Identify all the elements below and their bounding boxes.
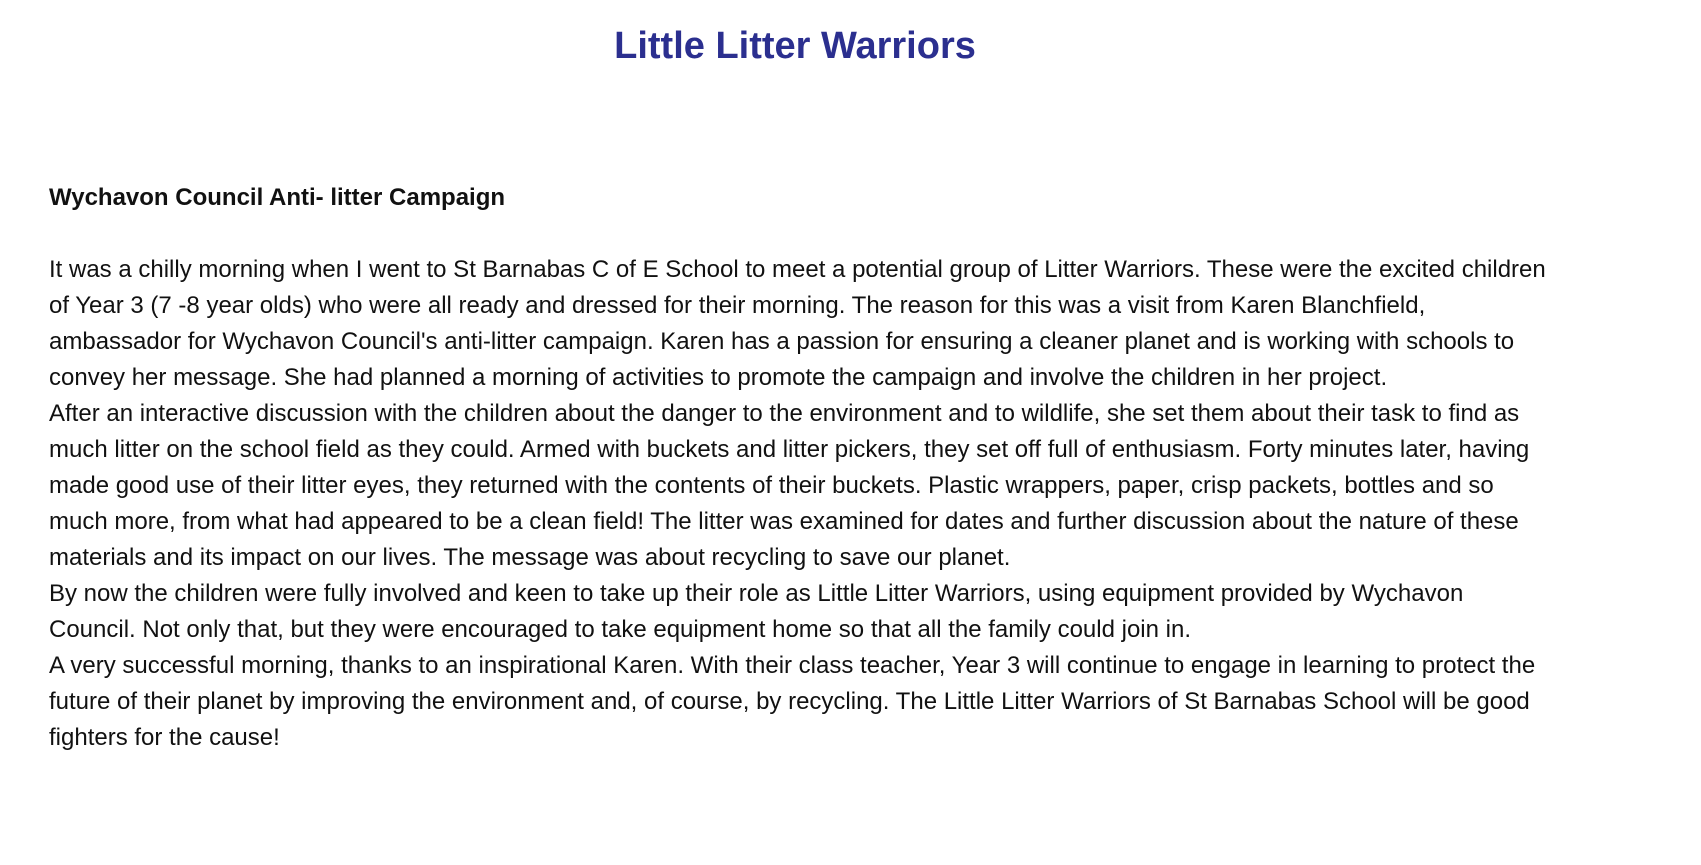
article-paragraph-1: It was a chilly morning when I went to St Barnabas C of E School to meet a potential group of Litter Warriors. These were the excited children of Year 3 (7 -8 year olds) who were all ready and dressed for their morning. The reason for this was a visit from Karen Blanchfield, ambassador for Wychavon Council's anti-litter campaign. Karen has a passion for ensuring a cleaner planet and is working with schools to convey her message. She had planned a morning of activities to promote the campaign and involve the children in her project. [49, 256, 1546, 391]
article-body [49, 252, 1547, 756]
article-paragraph-4: A very successful morning, thanks to an inspirational Karen. With their class teacher, Year 3 will continue to engage in learning to protect the future of their planet by improving the environment and, of course, by recycling. The Little Litter Warriors of St Barnabas School will be good fighters for the cause! [49, 652, 1536, 751]
page-title: Little Litter Warriors [614, 25, 976, 67]
article-paragraph-2: After an interactive discussion with the children about the danger to the environment and to wildlife, she set them about their task to find as much litter on the school field as they could. Armed with buckets and litter pickers, they set off full of enthusiasm. Forty minutes later, having made good use of their litter eyes, they returned with the contents of their buckets. Plastic wrappers, paper, crisp packets, bottles and so much more, from what had appeared to be a clean field! The litter was examined for dates and further discussion about the nature of these materials and its impact on our lives. The message was about recycling to save our planet. [49, 400, 1530, 571]
article-subheading: Wychavon Council Anti- litter Campaign [49, 184, 506, 211]
article-paragraph-3: By now the children were fully involved and keen to take up their role as Little Litter Warriors, using equipment provided by Wychavon Council. Not only that, but they were encouraged to take equipment home so that all the family could join in. [49, 580, 1464, 643]
